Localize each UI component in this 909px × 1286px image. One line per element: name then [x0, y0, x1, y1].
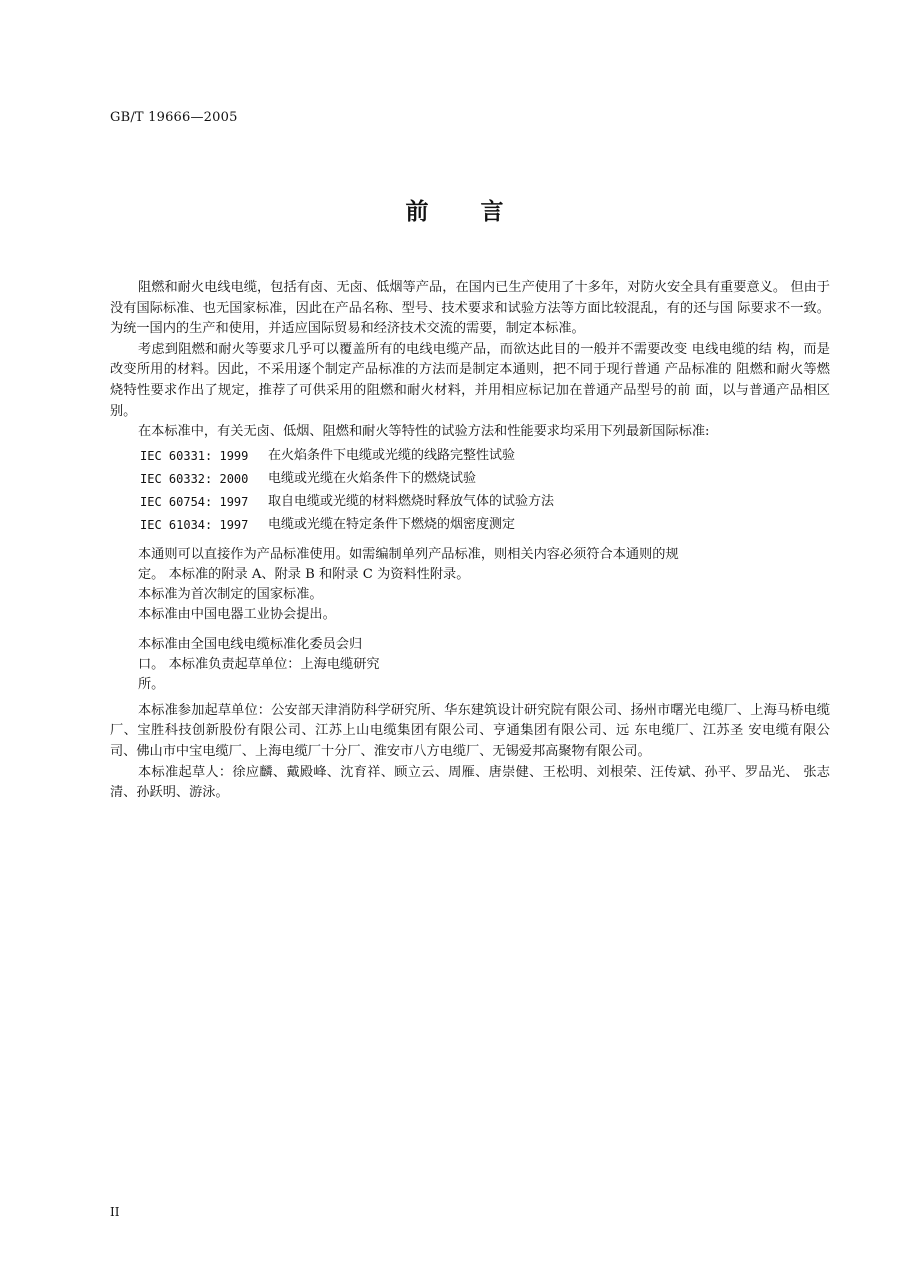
- reference-list: [140, 445, 830, 537]
- reference-item: [140, 468, 830, 491]
- standard-code: GB/T 19666—2005: [110, 110, 238, 125]
- reference-title: 取自电缆或光缆的材料燃烧时释放气体的试验方法: [268, 493, 555, 509]
- paragraph-1: 阻燃和耐火电线电缆，包括有卤、无卤、低烟等产品，在国内已生产使用了十多年，对防火安全具有重要意义。 但由于没有国际标准、也无国家标准，因此在产品名称、型号、技术要求和试验方法等方面比较混乱，有的还与国 际要求不一致。为统一国内的生产和使用，并适应国际贸易和经济技术交流的需要，制定本标准。: [110, 280, 830, 337]
- reference-code: IEC 60331: 1999: [140, 448, 249, 463]
- reference-item: [140, 514, 830, 537]
- reference-item: [140, 445, 830, 468]
- reference-title: 电缆或光缆在特定条件下燃烧的烟密度测定: [268, 516, 516, 532]
- paragraph-3: 在本标准中，有关无卤、低烟、阻燃和耐火等特性的试验方法和性能要求均采用下列最新国际标准:: [138, 424, 710, 440]
- reference-code: IEC 60754: 1997: [140, 494, 249, 509]
- page-title: [0, 193, 909, 226]
- paragraph-4-line-1: 本通则可以直接作为产品标准使用。如需编制单列产品标准，则相关内容必须符合本通则的规: [138, 546, 679, 562]
- paragraph-4-line-2: 定。 本标准的附录 A、附录 B 和附录 C 为资料性附录。: [138, 566, 470, 582]
- title-char-2: 言: [480, 199, 504, 225]
- paragraph-9: 本标准起草人：徐应麟、戴殿峰、沈育祥、顾立云、周雁、唐崇健、王松明、刘根荣、汪传斌、孙平、罗品光、 张志清、孙跃明、游泳。: [110, 764, 830, 801]
- reference-title: 在火焰条件下电缆或光缆的线路完整性试验: [268, 447, 516, 463]
- paragraph-2: 考虑到阻燃和耐火等要求几乎可以覆盖所有的电线电缆产品，而欲达此目的一般并不需要改变 电线电缆的结 构，而是改变所用的材料。因此，不采用逐个制定产品标准的方法而是制定本通则，把不同于现行普通 产品标准的 阻燃和耐火等燃烧特性要求作出了规定，推荐了可供采用的阻燃和耐火材料，并用相应标记加在普通产品型号的前 面，以与普通产品相区别。: [110, 341, 830, 419]
- paragraph-7-line-1: 本标准由全国电线电缆标准化委员会归: [138, 636, 363, 652]
- paragraph-7-line-3: 所。: [138, 676, 165, 692]
- title-char-1: 前: [405, 199, 429, 225]
- paragraph-6: 本标准由中国电器工业协会提出。: [138, 606, 336, 622]
- paragraph-8: 本标准参加起草单位：公安部天津消防科学研究所、华东建筑设计研究院有限公司、扬州市曙光电缆厂、上海马桥电缆厂、宝胜科技创新股份有限公司、江苏上山电缆集团有限公司、亨通集团有限公司、远 东电缆厂、江苏圣 安电缆有限公司、佛山市中宝电缆厂、上海电缆厂十分厂、淮安市八方电缆厂、无锡爱邦高聚物有限公司。: [110, 702, 830, 759]
- page-number: II: [110, 1205, 120, 1219]
- paragraph-5: 本标准为首次制定的国家标准。: [138, 586, 323, 602]
- paragraph-7-line-2: 口。 本标准负责起草单位：上海电缆研究: [138, 656, 380, 672]
- document-body: [110, 278, 830, 804]
- reference-code: IEC 61034: 1997: [140, 517, 249, 532]
- reference-title: 电缆或光缆在火焰条件下的燃烧试验: [268, 470, 477, 486]
- reference-code: IEC 60332: 2000: [140, 471, 249, 486]
- reference-item: [140, 491, 830, 514]
